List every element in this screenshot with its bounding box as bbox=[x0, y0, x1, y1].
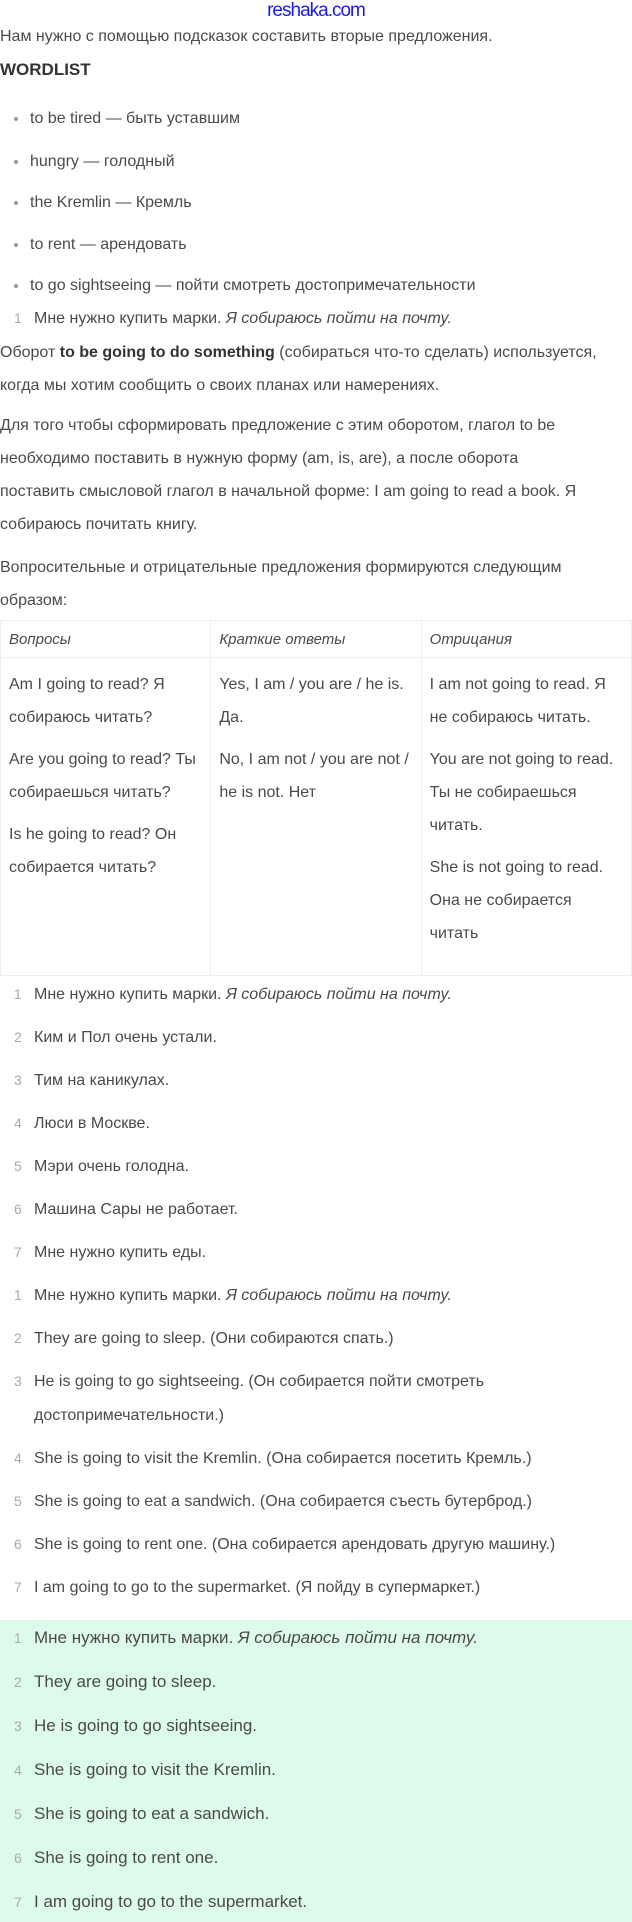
theory-line: Вопросительные и отрицательные предложения формируются следующим bbox=[0, 559, 562, 576]
short-answer-item: 7 I am going to go to the supermarket. bbox=[14, 1892, 308, 1911]
wordlist-text: hungry — голодный bbox=[30, 153, 175, 170]
answer-box bbox=[0, 1620, 632, 1922]
bullet-icon bbox=[14, 284, 18, 288]
task-list bbox=[0, 976, 632, 1263]
short-answers-cell: Yes, I am / you are / he is. Да. No, I am not / you are not / he is not. Нет bbox=[211, 658, 421, 976]
site-header-logo[interactable]: reshaka.com bbox=[267, 0, 365, 21]
header-negatives: Отрицания bbox=[421, 621, 631, 658]
example-item: 1 Мне нужно купить марки. Я собираюсь пойти на почту. bbox=[14, 310, 452, 327]
grammar-table bbox=[0, 620, 632, 976]
theory-line: образом: bbox=[0, 592, 68, 609]
wordlist-text: to go sightseeing — пойти смотреть достопримечательности bbox=[30, 277, 476, 294]
short-answer-item: 3 He is going to go sightseeing. bbox=[14, 1716, 258, 1735]
bullet-icon bbox=[14, 117, 18, 121]
theory-paragraph: Оборот to be going to do something (собираться что-то сделать) используется, bbox=[0, 344, 597, 361]
task-item: 1 Мне нужно купить марки. Я собираюсь пойти на почту. bbox=[14, 986, 452, 1003]
table-row bbox=[1, 658, 632, 976]
task-item: 2 Ким и Пол очень устали. bbox=[14, 1029, 217, 1046]
answer-item: 2 They are going to sleep. (Они собираются спать.) bbox=[14, 1330, 394, 1347]
bullet-icon bbox=[14, 160, 18, 164]
answer-item: 1 Мне нужно купить марки. Я собираюсь пойти на почту. bbox=[14, 1287, 452, 1304]
answer-item: 5 She is going to eat a sandwich. (Она собирается съесть бутерброд.) bbox=[14, 1493, 532, 1510]
theory-line: собираюсь почитать книгу. bbox=[0, 516, 198, 533]
answer-list bbox=[0, 1285, 632, 1598]
answer-item: 3 He is going to go sightseeing. (Он собирается пойти смотреть bbox=[14, 1373, 485, 1390]
wordlist-text: to rent — арендовать bbox=[30, 236, 187, 253]
short-answer-item: 4 She is going to visit the Kremlin. bbox=[14, 1760, 276, 1779]
wordlist-item bbox=[14, 277, 624, 295]
task-item: 3 Тим на каникулах. bbox=[14, 1072, 170, 1089]
task-item: 6 Машина Сары не работает. bbox=[14, 1201, 238, 1218]
task-instruction: Нам нужно с помощью подсказок составить вторые предложения. bbox=[0, 28, 493, 45]
wordlist-item bbox=[14, 194, 624, 212]
header-short-answers: Краткие ответы bbox=[211, 621, 421, 658]
table-header-row bbox=[1, 621, 632, 658]
wordlist-heading: WORDLIST bbox=[0, 60, 91, 79]
wordlist-item bbox=[14, 236, 624, 254]
lower-content bbox=[0, 620, 632, 1922]
wordlist-text: the Kremlin — Кремль bbox=[30, 194, 192, 211]
answer-item-continuation: достопримечательности.) bbox=[34, 1407, 224, 1424]
questions-cell: Am I going to read? Я собираюсь читать? Are you going to read? Ты собираешься читать? Is he going to read? Он собирается читать? bbox=[1, 658, 211, 976]
wordlist-text: to be tired — быть уставшим bbox=[30, 110, 240, 127]
short-answer-item: 6 She is going to rent one. bbox=[14, 1848, 219, 1867]
short-answer-item: 5 She is going to eat a sandwich. bbox=[14, 1804, 270, 1823]
task-item: 5 Мэри очень голодна. bbox=[14, 1158, 189, 1175]
theory-line: необходимо поставить в нужную форму (am, is, are), а после оборота bbox=[0, 450, 519, 467]
wordlist-item bbox=[14, 153, 624, 171]
theory-line: Для того чтобы сформировать предложение с этим оборотом, глагол to be bbox=[0, 417, 556, 434]
theory-line: когда мы хотим сообщить о своих планах или намерениях. bbox=[0, 377, 440, 394]
header-questions: Вопросы bbox=[1, 621, 211, 658]
theory-line: поставить смысловой глагол в начальной форме: I am going to read a book. Я bbox=[0, 483, 577, 500]
theory-block bbox=[0, 336, 632, 617]
negatives-cell: I am not going to read. Я не собираюсь читать. You are not going to read. Ты не собираешься читать. She is not going to read. Она не собирается читать bbox=[421, 658, 631, 976]
task-item: 4 Люси в Москве. bbox=[14, 1115, 150, 1132]
answer-item: 4 She is going to visit the Kremlin. (Она собирается посетить Кремль.) bbox=[14, 1450, 532, 1467]
short-answer-item: 1 Мне нужно купить марки. Я собираюсь пойти на почту. bbox=[14, 1628, 478, 1647]
short-answer-item: 2 They are going to sleep. bbox=[14, 1672, 217, 1691]
answer-item: 6 She is going to rent one. (Она собирается арендовать другую машину.) bbox=[14, 1536, 556, 1553]
bullet-icon bbox=[14, 243, 18, 247]
wordlist-item bbox=[14, 110, 624, 128]
answer-item: 7 I am going to go to the supermarket. (Я пойду в супермаркет.) bbox=[14, 1579, 481, 1596]
task-item: 7 Мне нужно купить еды. bbox=[14, 1244, 207, 1261]
bullet-icon bbox=[14, 201, 18, 205]
